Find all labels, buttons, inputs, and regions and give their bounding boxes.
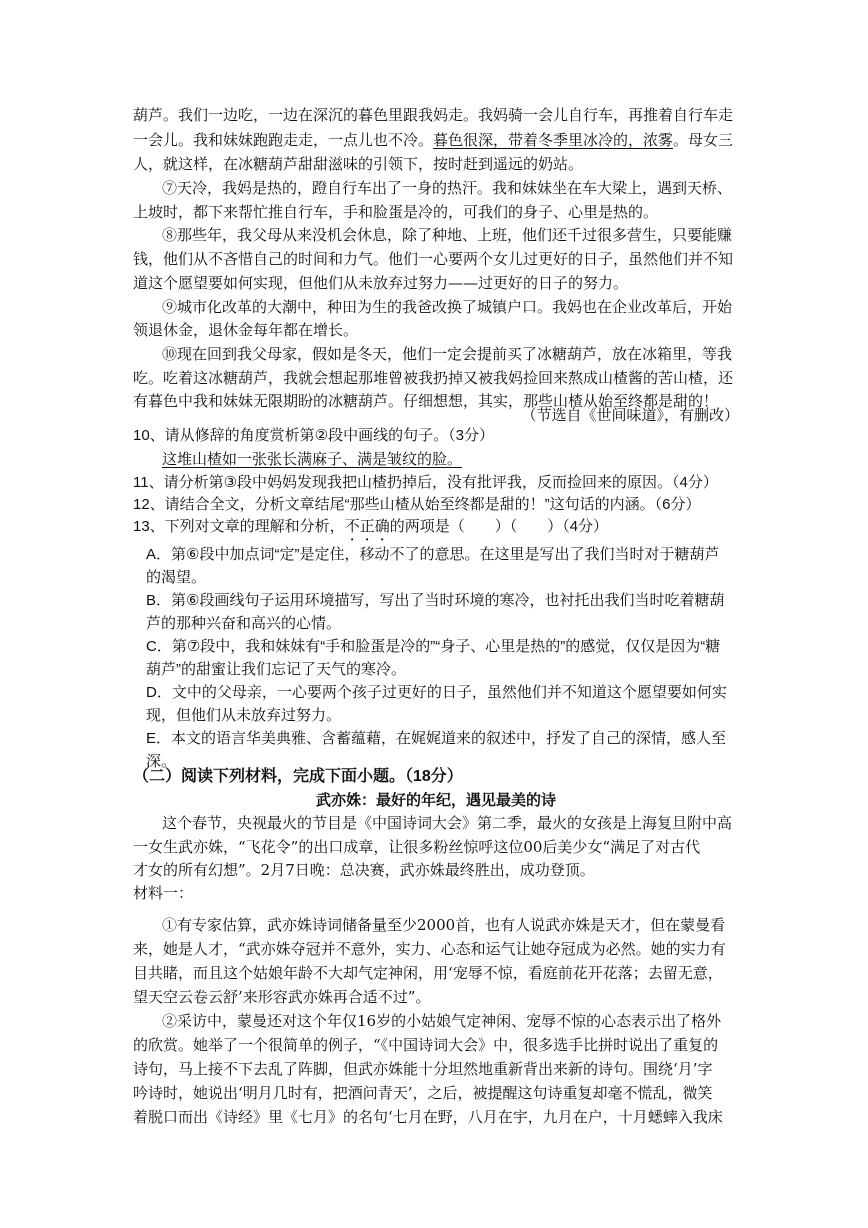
question-text: 的两项是（ ）（ ）（4分） [389,518,609,535]
article-line: 目共睹，而且这个姑娘年龄不大却气定神闲，用‘宠辱不惊，看庭前花开花落；去留无意， [133,964,723,982]
story-line: 有暮色中我和妹妹无限期盼的冰糖葫芦。仔细想想，其实，那些山楂从始至终都是甜的！ [133,392,719,410]
story-line: 上坡时，都下来帮忙推自行车，手和脸蛋是冷的，可我们的身子、心里是热的。 [133,203,659,221]
article-line: 才女的所有幻想”。2月7日晚：总决赛，武亦姝最终胜出，成功登顶。 [133,861,595,879]
paragraph-10: ⑩现在回到我父母家，假如是冬天，他们一定会提前买了冰糖葫芦，放在冰箱里，等我 [162,345,733,363]
article-title: 武亦姝：最好的年纪，遇见最美的诗 [315,791,556,809]
story-line: 葫芦。我们一边吃，一边在深沉的暮色里跟我妈走。我妈骑一会儿自行车，再推着自行车走 [133,106,734,124]
option-e: E．本文的语言华美典雅、含蓄蕴藉，在娓娓道来的叙述中，抒发了自己的深情，感人至 [146,730,727,747]
article-line: 的欣赏。她举了一个很简单的例子，“《中国诗词大会》中，很多选手比拼时说出了重复的 [133,1036,719,1054]
article-line: 着脱口而出《诗经》里《七月》的名句‘七月在野，八月在宇，九月在户，十月蟋蟀入我床 [133,1108,723,1126]
option-c-cont: 葫芦”的甜蜜让我们忘记了天气的寒冷。 [146,661,406,678]
option-d-cont: 现，但他们从未放弃过努力。 [146,707,342,724]
question-text: 13、下列对文章的理解和分析， [133,518,345,535]
article-line: 望天空云卷云舒’来形容武亦姝再合适不过”。 [133,988,431,1006]
option-b-cont: 芦的那种兴奋和高兴的心情。 [146,615,342,632]
question-10: 10、请从修辞的角度赏析第②段中画线的句子。（3分） [133,427,494,444]
article-line: 诗句，马上接不下去乱了阵脚，但武亦姝能十分坦然地重新背出来新的诗句。围绕‘月’字 [133,1060,713,1078]
question-11: 11、请分析第③段中妈妈发现我把山楂扔掉后，没有批评我，反而捡回来的原因。（4分） [133,474,718,491]
underlined-sentence: 暮色很深，带着冬季里冰冷的，浓雾 [433,131,674,149]
option-b: B．第⑥段画线句子运用环境描写，写出了当时环境的寒冷，也衬托出我们当时吃着糖葫 [146,592,725,609]
section-heading: （二）阅读下列材料，完成下面小题。（18分） [133,768,463,785]
story-line: 道这个愿望要如何实现，但他们从未放弃过努力——过更好的日子的努力。 [133,274,629,292]
source-note: （节选自《世间味道》，有删改） [521,406,739,424]
story-line [133,129,739,151]
question-10-quote [162,449,768,471]
material-label: 材料一： [133,884,194,902]
story-line: 钱，他们从不吝惜自己的时间和力气。他们一心要两个女儿过更好的日子，虽然他们并不知 [133,250,734,268]
paragraph-9: ⑨城市化改革的大潮中，种田为生的我爸改换了城镇户口。我妈也在企业改革后，开始 [162,298,733,316]
option-c: C．第⑦段中，我和妹妹有“手和脸蛋是冷的”“身子、心里是热的”的感觉，仅仅是因为“糖 [146,638,721,655]
story-line: 吃。吃着这冰糖葫芦，我就会想起那堆曾被我扔掉又被我妈捡回来熬成山楂酱的苦山楂，还 [133,369,734,387]
option-e-cont: 深。 [146,753,177,770]
question-13 [133,516,739,544]
story-text: 。母女三 [673,131,734,149]
paragraph-8: ⑧那些年，我父母从来没机会休息，除了种地、上班，他们还千过很多营生，只要能赚 [162,226,733,244]
story-line: 人，就这样，在冰糖葫芦甜甜滋味的引领下，按时赶到遥远的奶站。 [133,155,584,173]
underlined-quote: 这堆山楂如一张张长满麻子、满是皱纹的脸。 [162,451,463,468]
question-12: 12、请结合全文，分析文章结尾“那些山楂从始至终都是甜的！”这句话的内涵。（6分） [133,496,701,513]
option-a-cont: 的渴望。 [146,569,207,586]
material-paragraph-2: ②采访中，蒙曼还对这个年仅16岁的小姑娘气定神闲、宠辱不惊的心态表示出了格外 [162,1012,722,1030]
story-text: 一会儿。我和妹妹跑跑走走，一点儿也不冷。 [133,131,434,149]
option-d: D．文中的父母亲，一心要两个孩子过更好的日子，虽然他们并不知道这个愿望要如何实 [146,684,727,701]
emphasized-word: 不正确 [344,518,390,535]
intro-paragraph: 这个春节，央视最火的节目是《中国诗词大会》第二季，最火的女孩是上海复旦附中高 [162,814,733,832]
story-line: 领退休金，退休金每年都在增长。 [133,321,359,339]
material-paragraph-1: ①有专家估算，武亦姝诗词储备量至少2000首，也有人说武亦姝是天才，但在蒙曼看 [162,916,726,934]
paragraph-7: ⑦天冷，我妈是热的，蹬自行车出了一身的热汗。我和妹妹坐在车大梁上，遇到天桥、 [162,179,733,197]
article-line: 吟诗时，她说出‘明月几时有，把酒问青天’，之后，被提醒这句诗重复却毫不慌乱，微笑 [133,1084,713,1102]
article-line: 来，她是人才，“武亦姝夺冠并不意外，实力、心态和运气让她夺冠成为必然。她的实力有 [133,940,726,958]
option-a: A．第⑥段中加点词“定”是定住，移动不了的意思。在这里是写出了我们当时对于糖葫芦 [146,546,720,563]
article-line: 一女生武亦姝，“飞花令”的出口成章，让很多粉丝惊呼这位00后美少女“满足了对古代 [133,838,701,856]
